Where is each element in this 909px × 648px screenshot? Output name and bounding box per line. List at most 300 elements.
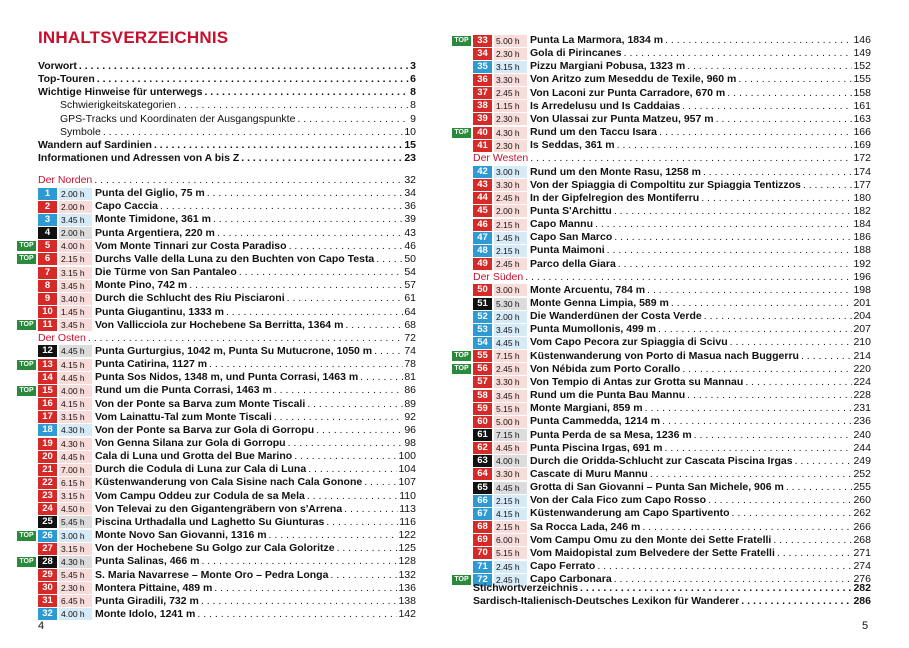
tour-number: 28 bbox=[38, 556, 57, 568]
tour-entry[interactable] bbox=[473, 73, 871, 86]
toc-entry[interactable] bbox=[38, 86, 416, 99]
leader-dots bbox=[687, 389, 852, 402]
leader-dots bbox=[664, 442, 852, 455]
entry-title: Capo Caccia bbox=[95, 200, 159, 213]
entry-page: 32 bbox=[404, 174, 416, 186]
tour-entry[interactable] bbox=[38, 608, 416, 621]
tour-entry[interactable] bbox=[473, 139, 871, 152]
entry-title-wrap bbox=[530, 218, 852, 231]
entry-page: 81 bbox=[404, 371, 416, 384]
entry-title-wrap bbox=[95, 227, 403, 240]
tour-duration: 4.30 h bbox=[59, 556, 92, 568]
entry-title-wrap bbox=[95, 529, 397, 542]
entry-title-wrap bbox=[38, 152, 403, 165]
entry-page: 166 bbox=[853, 126, 871, 139]
entry-title-wrap bbox=[530, 47, 852, 60]
tour-duration: 4.00 h bbox=[59, 608, 92, 620]
tour-entry[interactable] bbox=[38, 595, 416, 608]
tour-number: 31 bbox=[38, 595, 57, 607]
tour-duration: 4.00 h bbox=[494, 455, 527, 467]
tour-entry[interactable] bbox=[38, 371, 416, 384]
tour-duration: 2.45 h bbox=[494, 258, 527, 270]
leader-dots bbox=[360, 371, 403, 384]
tour-number: 53 bbox=[473, 324, 492, 336]
tour-duration: 4.30 h bbox=[59, 424, 92, 436]
leader-dots bbox=[738, 73, 852, 86]
tour-number: 38 bbox=[473, 100, 492, 112]
entry-page: 231 bbox=[853, 402, 871, 415]
entry-page: 36 bbox=[404, 200, 416, 213]
toc-entry[interactable] bbox=[38, 99, 416, 112]
tour-duration: 3.45 h bbox=[494, 324, 527, 336]
leader-dots bbox=[154, 139, 403, 152]
entry-title: Stichwortverzeichnis bbox=[473, 582, 579, 594]
entry-title-wrap bbox=[530, 350, 852, 363]
entry-page: 9 bbox=[410, 112, 416, 125]
leader-dots bbox=[645, 402, 853, 415]
entry-title: Punta Perda de sa Mesa, 1236 m bbox=[530, 428, 692, 441]
tour-number: 71 bbox=[473, 561, 492, 573]
tour-duration: 4.15 h bbox=[59, 398, 92, 410]
entry-page: 180 bbox=[853, 191, 871, 204]
entry-title-wrap bbox=[95, 424, 403, 437]
tour-entry[interactable] bbox=[473, 205, 871, 218]
tour-number: 44 bbox=[473, 192, 492, 204]
entry-page: 268 bbox=[853, 533, 871, 546]
entry-title: Punta Giugantinu, 1333 m bbox=[95, 305, 224, 318]
entry-title-wrap bbox=[95, 358, 403, 371]
tour-entry[interactable] bbox=[38, 306, 416, 319]
entry-page: 163 bbox=[853, 112, 871, 125]
entry-title-wrap bbox=[38, 139, 403, 152]
tour-number: 63 bbox=[473, 455, 492, 467]
entry-title: Wichtige Hinweise für unterwegs bbox=[38, 86, 203, 99]
leader-dots bbox=[330, 569, 397, 582]
tour-duration: 6.15 h bbox=[59, 477, 92, 489]
tour-entry[interactable] bbox=[473, 323, 871, 336]
tour-duration: 2.00 h bbox=[59, 227, 92, 239]
tour-entry[interactable] bbox=[38, 463, 416, 476]
tour-entry[interactable] bbox=[19, 252, 416, 266]
toc-entry[interactable] bbox=[38, 152, 416, 165]
entry-title-wrap bbox=[60, 113, 409, 126]
entry-page: 260 bbox=[853, 494, 871, 507]
leader-dots bbox=[687, 60, 852, 73]
leader-dots bbox=[803, 179, 853, 192]
entry-title: Von Televai zu den Gigantengräbern von s'Arrena bbox=[95, 502, 343, 515]
entry-title: Sardisch-Italienisch-Deutsches Lexikon für Wanderer bbox=[473, 595, 740, 608]
entry-page: 146 bbox=[853, 34, 871, 46]
tour-entry[interactable] bbox=[473, 100, 871, 113]
entry-title: Rund um die Punta Bau Mannu bbox=[530, 389, 686, 402]
tour-entry[interactable] bbox=[473, 244, 871, 257]
tour-entry[interactable] bbox=[473, 310, 871, 323]
top-tour-badge: TOP bbox=[452, 575, 471, 585]
tour-entry[interactable] bbox=[454, 349, 871, 363]
leader-dots bbox=[241, 152, 403, 165]
entry-title-wrap bbox=[530, 402, 852, 415]
tour-entry[interactable] bbox=[473, 507, 871, 520]
entry-page: 86 bbox=[404, 384, 416, 397]
entry-page: 100 bbox=[398, 450, 416, 463]
tour-entry[interactable] bbox=[473, 389, 871, 402]
tour-entry[interactable] bbox=[473, 179, 871, 192]
tour-number: 2 bbox=[38, 201, 57, 213]
tour-duration: 2.30 h bbox=[59, 582, 92, 594]
entry-title: Gola di Pirincanes bbox=[530, 47, 622, 60]
tour-number: 39 bbox=[473, 113, 492, 125]
leader-dots bbox=[525, 271, 852, 284]
entry-title: Capo San Marco bbox=[530, 231, 613, 244]
entry-title-wrap bbox=[473, 271, 852, 284]
entry-title-wrap bbox=[95, 319, 403, 332]
tour-entry[interactable] bbox=[473, 521, 871, 534]
entry-title-wrap bbox=[95, 555, 397, 568]
tour-entry[interactable] bbox=[473, 415, 871, 428]
tour-number: 23 bbox=[38, 490, 57, 502]
tour-entry[interactable] bbox=[38, 437, 416, 450]
tour-duration: 3.45 h bbox=[59, 280, 92, 292]
entry-title-wrap bbox=[95, 253, 403, 266]
entry-title: Von Tempio di Antas zur Grotta su Mannau bbox=[530, 375, 744, 388]
leader-dots bbox=[209, 358, 403, 371]
tour-entry[interactable] bbox=[473, 336, 871, 349]
entry-page: 3 bbox=[410, 60, 416, 72]
entry-title-wrap bbox=[530, 534, 852, 547]
leader-dots bbox=[160, 200, 403, 213]
tour-entry[interactable] bbox=[473, 87, 871, 100]
tour-entry[interactable] bbox=[473, 534, 871, 547]
entry-page: 50 bbox=[404, 252, 416, 265]
tour-duration: 6.00 h bbox=[494, 534, 527, 546]
tour-entry[interactable] bbox=[38, 424, 416, 437]
entry-page: 78 bbox=[404, 358, 416, 371]
toc-entry[interactable] bbox=[38, 73, 416, 86]
tour-number: 16 bbox=[38, 398, 57, 410]
entry-title-wrap bbox=[60, 99, 409, 112]
entry-title-wrap bbox=[95, 490, 398, 503]
tour-entry[interactable] bbox=[473, 560, 871, 573]
leader-dots bbox=[287, 292, 404, 305]
entry-page: 125 bbox=[398, 542, 416, 555]
leader-dots bbox=[79, 60, 409, 73]
tour-number: 30 bbox=[38, 582, 57, 594]
entry-title-wrap bbox=[95, 398, 403, 411]
tour-entry[interactable] bbox=[38, 450, 416, 463]
entry-title-wrap bbox=[530, 310, 852, 323]
tour-duration: 1.15 h bbox=[494, 100, 527, 112]
tour-entry[interactable] bbox=[19, 555, 416, 568]
tour-entry[interactable] bbox=[38, 292, 416, 305]
tour-entry[interactable] bbox=[38, 569, 416, 582]
entry-page: 113 bbox=[399, 502, 416, 515]
tour-number: 7 bbox=[38, 267, 57, 279]
tour-number: 52 bbox=[473, 311, 492, 323]
tour-number: 61 bbox=[473, 429, 492, 441]
entry-title: Capo Carbonara bbox=[530, 573, 612, 586]
tour-number: 68 bbox=[473, 521, 492, 533]
tour-number: 40 bbox=[473, 127, 492, 139]
entry-title-wrap bbox=[95, 437, 403, 450]
tour-number: 43 bbox=[473, 179, 492, 191]
tour-entry[interactable] bbox=[473, 284, 871, 297]
entry-title: Parco della Giara bbox=[530, 257, 616, 270]
tour-number: 62 bbox=[473, 442, 492, 454]
tour-entry[interactable] bbox=[473, 297, 871, 310]
entry-title-wrap bbox=[530, 336, 852, 349]
tour-entry[interactable] bbox=[38, 476, 416, 489]
leader-dots bbox=[197, 608, 397, 621]
tour-entry[interactable] bbox=[38, 503, 416, 516]
entry-page: 57 bbox=[404, 279, 416, 292]
entry-page: 149 bbox=[853, 47, 871, 60]
entry-page: 177 bbox=[853, 178, 871, 191]
entry-page: 152 bbox=[853, 60, 871, 73]
leader-dots bbox=[618, 258, 853, 271]
entry-title-wrap bbox=[530, 507, 852, 520]
section-heading[interactable] bbox=[473, 271, 871, 284]
tour-duration: 4.30 h bbox=[59, 438, 92, 450]
top-tour-badge: TOP bbox=[452, 351, 471, 361]
entry-title-wrap bbox=[95, 569, 397, 582]
entry-title-wrap bbox=[95, 187, 403, 200]
tour-entry[interactable] bbox=[19, 358, 416, 371]
leader-dots bbox=[97, 73, 409, 86]
tour-duration: 4.15 h bbox=[59, 359, 92, 371]
toc-entry[interactable] bbox=[38, 139, 416, 152]
entry-title-wrap bbox=[530, 442, 852, 455]
entry-title: Vom Capo Pecora zur Spiaggia di Scivu bbox=[530, 336, 728, 349]
tour-entry[interactable] bbox=[473, 218, 871, 231]
tour-number: 42 bbox=[473, 166, 492, 178]
tour-number: 51 bbox=[473, 298, 492, 310]
entry-title: Punta La Marmora, 1834 m bbox=[530, 34, 664, 46]
leader-dots bbox=[617, 139, 853, 152]
entry-title-wrap bbox=[530, 192, 852, 205]
tour-entry[interactable] bbox=[19, 529, 416, 542]
section-heading[interactable] bbox=[38, 174, 416, 187]
entry-page: 98 bbox=[404, 437, 416, 449]
entry-title-wrap bbox=[38, 60, 409, 73]
entry-title: Vom Campu Oddeu zur Codula de sa Mela bbox=[95, 489, 305, 502]
tour-entry[interactable] bbox=[38, 490, 416, 503]
tour-number: 29 bbox=[38, 569, 57, 581]
tour-entry[interactable] bbox=[38, 227, 416, 240]
tour-duration: 4.45 h bbox=[494, 482, 527, 494]
section-heading[interactable] bbox=[38, 332, 416, 345]
toc-entry[interactable] bbox=[38, 113, 416, 126]
entry-title: Monte Idolo, 1241 m bbox=[95, 607, 196, 620]
tour-entry[interactable] bbox=[38, 187, 416, 200]
entry-title-wrap bbox=[95, 200, 403, 213]
tour-entry[interactable] bbox=[38, 200, 416, 213]
tour-number: 54 bbox=[473, 337, 492, 349]
tour-entry[interactable] bbox=[473, 481, 871, 494]
tour-entry[interactable] bbox=[19, 384, 416, 397]
top-tour-badge: TOP bbox=[17, 360, 36, 370]
tour-entry[interactable] bbox=[454, 362, 871, 376]
entry-title: Capo Mannu bbox=[530, 218, 593, 231]
tour-number: 11 bbox=[38, 319, 57, 331]
tour-number: 3 bbox=[38, 214, 57, 226]
toc-entry[interactable] bbox=[473, 582, 871, 595]
entry-title-wrap bbox=[530, 363, 852, 376]
entry-title-wrap bbox=[95, 371, 403, 384]
entry-title: Durch die Codula di Luna zur Cala di Luna bbox=[95, 463, 307, 476]
tour-entry[interactable] bbox=[473, 468, 871, 481]
entry-page: 228 bbox=[853, 389, 871, 402]
entry-page: 61 bbox=[404, 292, 416, 305]
entry-title: Die Wanderdünen der Costa Verde bbox=[530, 310, 702, 323]
entry-title: Wandern auf Sardinien bbox=[38, 138, 152, 151]
leader-dots bbox=[204, 86, 409, 99]
top-tour-badge: TOP bbox=[17, 320, 36, 330]
tour-number: 12 bbox=[38, 345, 57, 357]
entry-title: Vorwort bbox=[38, 60, 77, 72]
tour-entry[interactable] bbox=[473, 258, 871, 271]
tour-number: 18 bbox=[38, 424, 57, 436]
leader-dots bbox=[614, 205, 853, 218]
leader-dots bbox=[345, 319, 403, 332]
tour-number: 34 bbox=[473, 48, 492, 60]
tour-entry[interactable] bbox=[38, 345, 416, 358]
entry-title-wrap bbox=[95, 384, 403, 397]
entry-title: Vom Maidopistal zum Belvedere der Sette Fratelli bbox=[530, 546, 775, 559]
tour-entry[interactable] bbox=[38, 411, 416, 424]
entry-title-wrap bbox=[95, 463, 397, 476]
tour-entry[interactable] bbox=[473, 376, 871, 389]
leader-dots bbox=[239, 266, 404, 279]
leader-dots bbox=[694, 429, 853, 442]
entry-title-wrap bbox=[95, 306, 403, 319]
entry-title: GPS-Tracks und Koordinaten der Ausgangspunkte bbox=[60, 112, 296, 125]
entry-title: Vom Monte Tinnari zur Costa Paradiso bbox=[95, 239, 287, 252]
leader-dots bbox=[777, 547, 853, 560]
tour-entry[interactable] bbox=[38, 542, 416, 555]
top-tour-badge: TOP bbox=[452, 128, 471, 138]
tour-duration: 2.00 h bbox=[494, 205, 527, 217]
tour-entry[interactable] bbox=[38, 398, 416, 411]
entry-page: 274 bbox=[853, 560, 871, 572]
tour-duration: 2.15 h bbox=[494, 245, 527, 257]
toc-entry[interactable] bbox=[38, 60, 416, 73]
tour-entry[interactable] bbox=[19, 239, 416, 253]
entry-page: 201 bbox=[853, 297, 871, 309]
tour-number: 22 bbox=[38, 477, 57, 489]
entry-page: 54 bbox=[404, 266, 416, 279]
tour-entry[interactable] bbox=[38, 266, 416, 279]
entry-page: 128 bbox=[398, 555, 416, 568]
tour-duration: 5.00 h bbox=[494, 35, 527, 47]
entry-title-wrap bbox=[530, 166, 852, 179]
tour-entry[interactable] bbox=[454, 126, 871, 139]
tour-duration: 7.15 h bbox=[494, 350, 527, 362]
tour-duration: 3.00 h bbox=[494, 166, 527, 178]
tour-duration: 4.45 h bbox=[494, 337, 527, 349]
tour-entry[interactable] bbox=[473, 113, 871, 126]
tour-number: 27 bbox=[38, 543, 57, 555]
entry-title: Punta Giradili, 732 m bbox=[95, 594, 199, 607]
tour-number: 21 bbox=[38, 464, 57, 476]
tour-entry[interactable] bbox=[473, 166, 871, 179]
entry-title-wrap bbox=[38, 174, 403, 187]
leader-dots bbox=[103, 126, 403, 139]
entry-title: S. Maria Navarrese – Monte Oro – Pedra Longa bbox=[95, 568, 329, 581]
entry-title-wrap bbox=[530, 205, 852, 218]
entry-title: Sa Rocca Lada, 246 m bbox=[530, 520, 641, 533]
entry-title: Durchs Valle della Luna zu den Buchten von Capo Testa bbox=[95, 252, 375, 265]
entry-title-wrap bbox=[38, 86, 409, 99]
tour-entry[interactable] bbox=[473, 192, 871, 205]
tour-number: 24 bbox=[38, 503, 57, 515]
page-title: INHALTSVERZEICHNIS bbox=[38, 28, 229, 47]
tour-entry[interactable] bbox=[454, 34, 871, 47]
tour-entry[interactable] bbox=[473, 429, 871, 442]
leader-dots bbox=[288, 437, 404, 450]
tour-number: 5 bbox=[38, 240, 57, 252]
entry-page: 184 bbox=[853, 218, 871, 231]
entry-title: Punta Salinas, 466 m bbox=[95, 555, 200, 568]
entry-title: Punta Maimoni bbox=[530, 244, 605, 257]
entry-title-wrap bbox=[530, 455, 852, 468]
leader-dots bbox=[624, 47, 853, 60]
entry-title-wrap bbox=[530, 139, 852, 152]
tour-entry[interactable] bbox=[473, 60, 871, 73]
tour-entry[interactable] bbox=[38, 516, 416, 529]
section-heading[interactable] bbox=[473, 152, 871, 165]
tour-entry[interactable] bbox=[473, 402, 871, 415]
leader-dots bbox=[580, 582, 852, 595]
leader-dots bbox=[701, 192, 852, 205]
toc-entry[interactable] bbox=[38, 126, 416, 139]
entry-title: Punta Catirina, 1127 m bbox=[95, 358, 208, 371]
entry-title-wrap bbox=[95, 292, 403, 305]
tour-entry[interactable] bbox=[473, 442, 871, 455]
entry-page: 122 bbox=[398, 529, 416, 542]
leader-dots bbox=[307, 398, 403, 411]
tour-entry[interactable] bbox=[38, 582, 416, 595]
entry-page: 107 bbox=[398, 476, 416, 489]
entry-page: 104 bbox=[398, 463, 416, 476]
leader-dots bbox=[801, 350, 853, 363]
tour-duration: 2.45 h bbox=[494, 87, 527, 99]
tour-entry[interactable] bbox=[473, 494, 871, 507]
page-number-left: 4 bbox=[38, 620, 45, 632]
tour-entry[interactable] bbox=[19, 318, 416, 332]
leader-dots bbox=[207, 187, 404, 200]
leader-dots bbox=[647, 284, 852, 297]
tour-entry[interactable] bbox=[473, 547, 871, 560]
tour-entry[interactable] bbox=[38, 279, 416, 292]
leader-dots bbox=[364, 476, 397, 489]
tour-duration: 2.45 h bbox=[494, 363, 527, 375]
leader-dots bbox=[374, 345, 403, 358]
tour-entry[interactable] bbox=[38, 213, 416, 226]
tour-entry[interactable] bbox=[473, 455, 871, 468]
tour-entry[interactable] bbox=[473, 231, 871, 244]
entry-page: 169 bbox=[853, 139, 871, 152]
toc-entry[interactable] bbox=[473, 595, 871, 608]
tour-entry[interactable] bbox=[473, 47, 871, 60]
entry-title: Rund um den Monte Rasu, 1258 m bbox=[530, 165, 701, 178]
leader-dots bbox=[597, 560, 852, 573]
entry-page: 266 bbox=[853, 520, 871, 533]
entry-page: 34 bbox=[404, 187, 416, 200]
tour-number: 15 bbox=[38, 385, 57, 397]
tour-number: 64 bbox=[473, 468, 492, 480]
tour-duration: 2.15 h bbox=[494, 495, 527, 507]
tour-duration: 3.40 h bbox=[59, 293, 92, 305]
